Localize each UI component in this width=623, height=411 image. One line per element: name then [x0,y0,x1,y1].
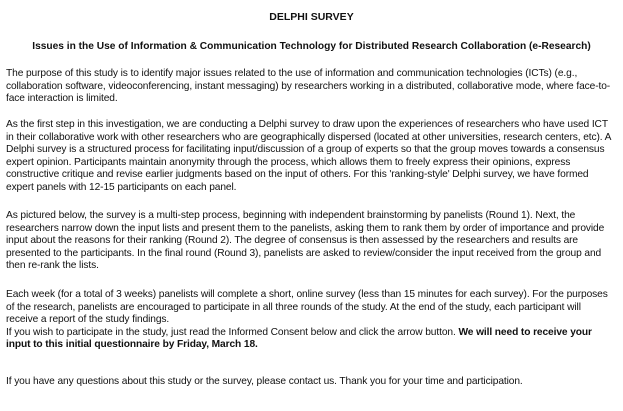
survey-page [6,0,617,411]
weekly-text: Each week (for a total of 3 weeks) panelists will complete a short, online survey (less than 15 minutes for each survey). For the purposes of the research, panelists are encouraged to participate in all three rounds of the study. At the end of the study, each participant will receive a report of the study findings. [6,289,608,326]
deadline-text: We will need to receive your input to this initial questionnaire by Friday, March 18. [6,326,592,351]
delphi-paragraph: As the first step in this investigation, we are conducting a Delphi survey to draw upon the experiences of researchers who have used ICT in their collaborative work with other researchers who are geographically dispersed (located at other universities, research centers, etc). A Delphi survey is a structured process for facilitating input/discussion of a group of experts so that the group moves towards a consensus expert opinion. Participants maintain anonymity through the process, which allows them to freely express their opinions, express constructive critique and revise earlier judgments based on the input of others. For this 'ranking-style' Delphi survey, we have formed expert panels with 12-15 participants on each panel. [6,119,611,193]
consent-instruction-text: If you wish to participate in the study, just read the Informed Consent below and click the arrow button. [6,326,459,338]
participation-paragraph [6,289,612,352]
contact-paragraph: If you have any questions about this study or the survey, please contact us. Thank you for your time and participation. [6,376,523,387]
page-title: DELPHI SURVEY [269,11,354,23]
page-subtitle: Issues in the Use of Information & Communication Technology for Distributed Research Collaboration (e-Research) [32,41,591,52]
purpose-paragraph: The purpose of this study is to identify major issues related to the use of information and communication technologies (ICTs) (e.g., collaboration software, videoconferencing, instant messaging) by researchers working in a distributed, collaborative mode, where face-to-face interaction is limited. [6,68,611,105]
process-paragraph: As pictured below, the survey is a multi-step process, beginning with independent brainstorming by panelists (Round 1). Next, the researchers narrow down the input lists and present them to the panelists, asking them to rank them by order of importance and provide input about the reasons for their ranking (Round 2). The degree of consensus is then assessed by the researchers and results are presented to the participants. In the final round (Round 3), panelists are asked to review/consider the input received from the group and then re-rank the lists. [6,210,605,272]
